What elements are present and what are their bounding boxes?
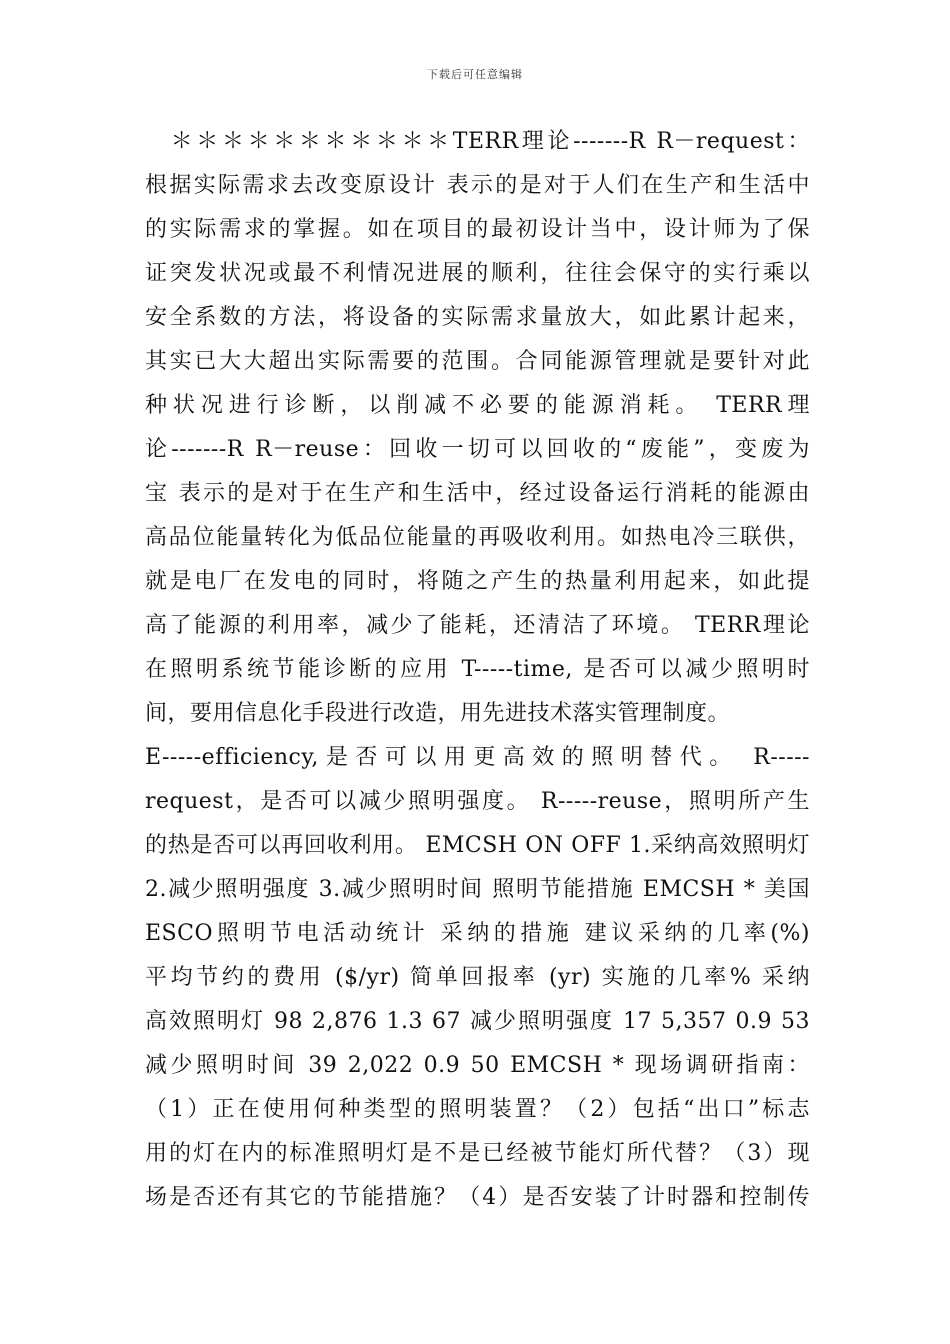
text-line: 2.减少照明强度 3.减少照明时间 照明节能措施 EMCSH * 美国 — [145, 877, 810, 902]
text-line: 平均节约的费用 ($/yr) 简单回报率 (yr) 实施的几率% 采纳 — [145, 965, 810, 990]
text-line: E-----efficiency,是否可以用更高效的照明替代。 R----- — [145, 745, 810, 770]
text-line: 安全系数的方法，将设备的实际需求量放大，如此累计起来， — [145, 305, 810, 330]
text-line: 在照明系统节能诊断的应用 T-----time, 是否可以减少照明时 — [145, 657, 810, 682]
text-line: 高品位能量转化为低品位能量的再吸收利用。如热电冷三联供， — [145, 525, 810, 550]
body-text — [145, 120, 810, 1220]
text-line: 论-------R R－reuse：回收一切可以回收的“废能”，变废为 — [145, 437, 810, 462]
text-line: 高效照明灯 98 2,876 1.3 67 减少照明强度 17 5,357 0.9 53 — [145, 1009, 810, 1034]
text-line: 间，要用信息化手段进行改造，用先进技术落实管理制度。 — [145, 701, 731, 726]
text-line: ESCO照明节电活动统计 采纳的措施 建议采纳的几率(%) — [145, 921, 810, 946]
text-line: 种状况进行诊断，以削减不必要的能源消耗。 TERR理 — [145, 393, 810, 418]
text-line: （1）正在使用何种类型的照明装置？（2）包括“出口”标志 — [145, 1097, 810, 1122]
page-header: 下载后可任意编辑 — [427, 68, 523, 81]
text-line: request，是否可以减少照明强度。 R-----reuse，照明所产生 — [145, 789, 810, 814]
text-line: 的实际需求的掌握。如在项目的最初设计当中，设计师为了保 — [145, 217, 810, 242]
text-line: 宝 表示的是对于在生产和生活中，经过设备运行消耗的能源由 — [145, 481, 810, 506]
text-line: 减少照明时间 39 2,022 0.9 50 EMCSH * 现场调研指南： — [145, 1053, 810, 1078]
text-line: ＊＊＊＊＊＊＊＊＊＊＊TERR理论-------R R－request： — [145, 129, 810, 154]
text-line: 的热是否可以再回收利用。 EMCSH ON OFF 1.采纳高效照明灯 — [145, 833, 810, 858]
text-line: 高了能源的利用率，减少了能耗，还清洁了环境。 TERR理论 — [145, 613, 810, 638]
text-line: 场是否还有其它的节能措施？（4）是否安装了计时器和控制传 — [145, 1185, 810, 1210]
text-line: 其实已大大超出实际需要的范围。合同能源管理就是要针对此 — [145, 349, 810, 374]
text-line: 证突发状况或最不利情况进展的顺利，往往会保守的实行乘以 — [145, 261, 810, 286]
text-line: 就是电厂在发电的同时，将随之产生的热量利用起来，如此提 — [145, 569, 810, 594]
text-line: 用的灯在内的标准照明灯是不是已经被节能灯所代替？（3）现 — [145, 1141, 810, 1166]
text-line: 根据实际需求去改变原设计 表示的是对于人们在生产和生活中 — [145, 173, 810, 198]
